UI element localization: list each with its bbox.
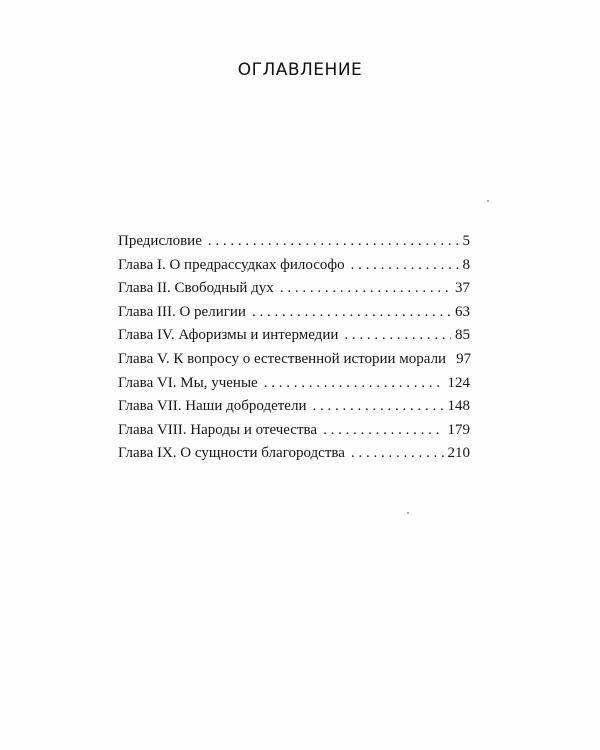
toc-entry-preface (118, 233, 470, 257)
toc-entry-page: 8 (462, 256, 470, 273)
toc-entry-page: 85 (455, 327, 470, 344)
page-title: ОГЛАВЛЕНИЕ (237, 60, 363, 80)
toc-entry-chapter-8 (118, 422, 470, 446)
toc-entry-chapter-2 (118, 280, 470, 304)
toc-entry-page: 37 (455, 280, 470, 297)
toc-leader-dots (312, 398, 443, 415)
toc-entry-page: 63 (455, 303, 470, 320)
toc-entry-label: Предисловие (118, 233, 202, 249)
toc-entry-label: Глава I. О предрассудках философо (118, 256, 345, 273)
toc-entry-label: Глава II. Свободный дух (118, 280, 274, 297)
toc-entry-page: 5 (462, 233, 470, 249)
toc-leader-dots (351, 257, 459, 274)
toc-entry-label: Глава III. О религии (118, 303, 246, 320)
paper-speck (407, 512, 409, 514)
toc-leader-dots (351, 445, 444, 462)
toc-entry-page: 97 (456, 350, 472, 367)
toc-entry-page: 210 (447, 445, 470, 462)
toc-leader-dots (280, 280, 451, 297)
toc-entry-chapter-7 (118, 398, 470, 422)
toc-entry-chapter-6 (118, 375, 470, 399)
toc-leader-dots (264, 375, 444, 392)
toc-entry-label: Глава V. К вопросу о естественной истории морали (118, 350, 447, 367)
toc-leader-dots (344, 327, 451, 344)
toc-entry-page: 179 (447, 421, 470, 438)
toc-entry-label: Глава VII. Наши добродетели (118, 398, 307, 415)
toc-entry-label: Глава IV. Афоризмы и интермедии (118, 327, 339, 344)
toc-entry-page: 148 (447, 398, 470, 415)
toc-entry-chapter-3 (118, 304, 470, 328)
toc-entry-chapter-4 (118, 327, 470, 351)
paper-speck (487, 200, 489, 202)
toc-entry-chapter-5 (118, 351, 470, 375)
toc-leader-dots (323, 422, 443, 439)
toc-entry-label: Глава VI. Мы, ученые (118, 374, 258, 391)
toc-entry-page: 124 (447, 374, 470, 391)
table-of-contents (118, 233, 470, 469)
toc-leader-dots (252, 304, 451, 321)
toc-entry-label: Глава IX. О сущности благородства (118, 445, 345, 462)
toc-entry-chapter-9 (118, 445, 470, 469)
toc-entry-label: Глава VIII. Народы и отечества (118, 421, 318, 438)
toc-entry-chapter-1 (118, 257, 470, 281)
toc-leader-dots (208, 233, 459, 250)
